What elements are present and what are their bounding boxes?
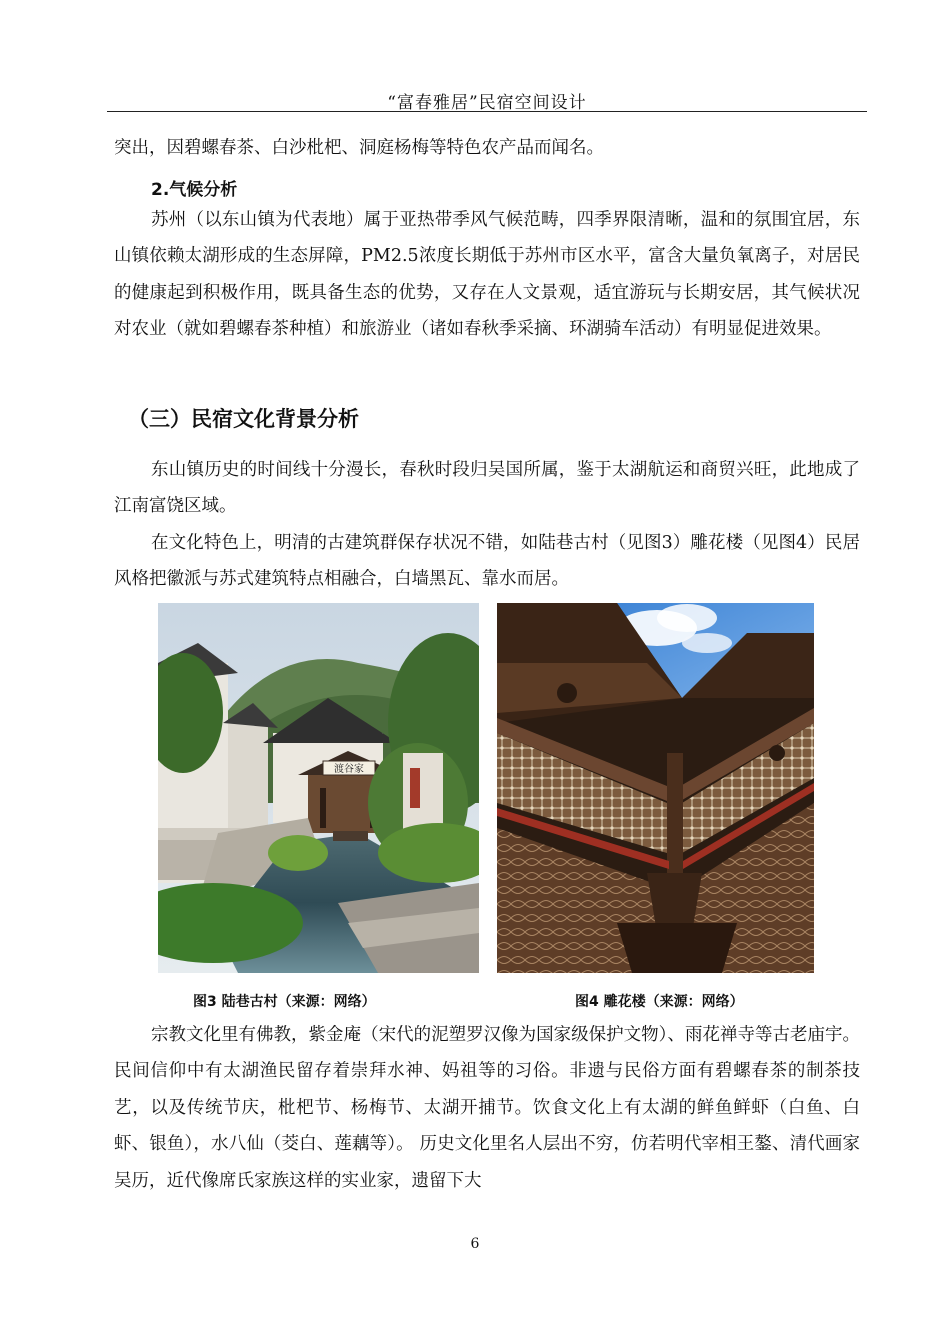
figure-4-caption: 图4 雕花楼（来源：网络）: [575, 994, 744, 1010]
figure-carved-building-photo: [497, 603, 814, 973]
figure-3-caption: 图3 陆巷古村（来源：网络）: [193, 994, 376, 1010]
climate-heading: 2.气候分析: [151, 180, 238, 200]
culture-paragraph: 在文化特色上，明清的古建筑群保存状况不错，如陆巷古村（见图3）雕花楼（见图4）民居风格把徽派与苏式建筑特点相融合，白墙黑瓦、靠水而居。: [114, 533, 860, 590]
page-header-title: “富春雅居”民宿空间设计: [387, 93, 587, 113]
climate-paragraph: 苏州（以东山镇为代表地）属于亚热带季风气候范畴，四季界限清晰，温和的氛围宜居，东山镇依赖太湖形成的生态屏障，PM2.5浓度长期低于苏州市区水平，富含大量负氧离子，对居民的健康起到积极作用，既具备生态的优势，又存在人文景观，适宜游玩与长期安居，其气候状况对农业（就如碧螺春茶种植）和旅游业（诸如春秋季采摘、环湖骑车活动）有明显促进效果。: [114, 210, 860, 340]
religion-paragraph: 宗教文化里有佛教，紫金庵（宋代的泥塑罗汉像为国家级保护文物）、雨花禅寺等古老庙宇。民间信仰中有太湖渔民留存着崇拜水神、妈祖等的习俗。非遗与民俗方面有碧螺春茶的制茶技艺，以及传统节庆，枇杷节、杨梅节、太湖开捕节。饮食文化上有太湖的鲜鱼鲜虾（白鱼、白虾、银鱼），水八仙（茭白、莲藕等）。 历史文化里名人层出不穷，仿若明代宰相王鏊、清代画家吴历，近代像席氏家族这样的实业家，遗留下大: [114, 1025, 860, 1191]
village-canal-illustration: [158, 603, 479, 973]
section-heading: （三）民宿文化背景分析: [128, 407, 359, 431]
history-paragraph: 东山镇历史的时间线十分漫长，春秋时段归吴国所属，鉴于太湖航运和商贸兴旺，此地成了江南富饶区域。: [114, 460, 860, 517]
figure-luxiang-village-photo: [158, 603, 479, 973]
intro-line: 突出，因碧螺春茶、白沙枇杷、洞庭杨梅等特色农产品而闻名。: [114, 138, 604, 158]
page-number: 6: [470, 1236, 480, 1252]
village-gate-sign: 渡谷家: [334, 764, 364, 775]
carved-eaves-illustration: [497, 603, 814, 973]
header-divider: [107, 111, 867, 112]
